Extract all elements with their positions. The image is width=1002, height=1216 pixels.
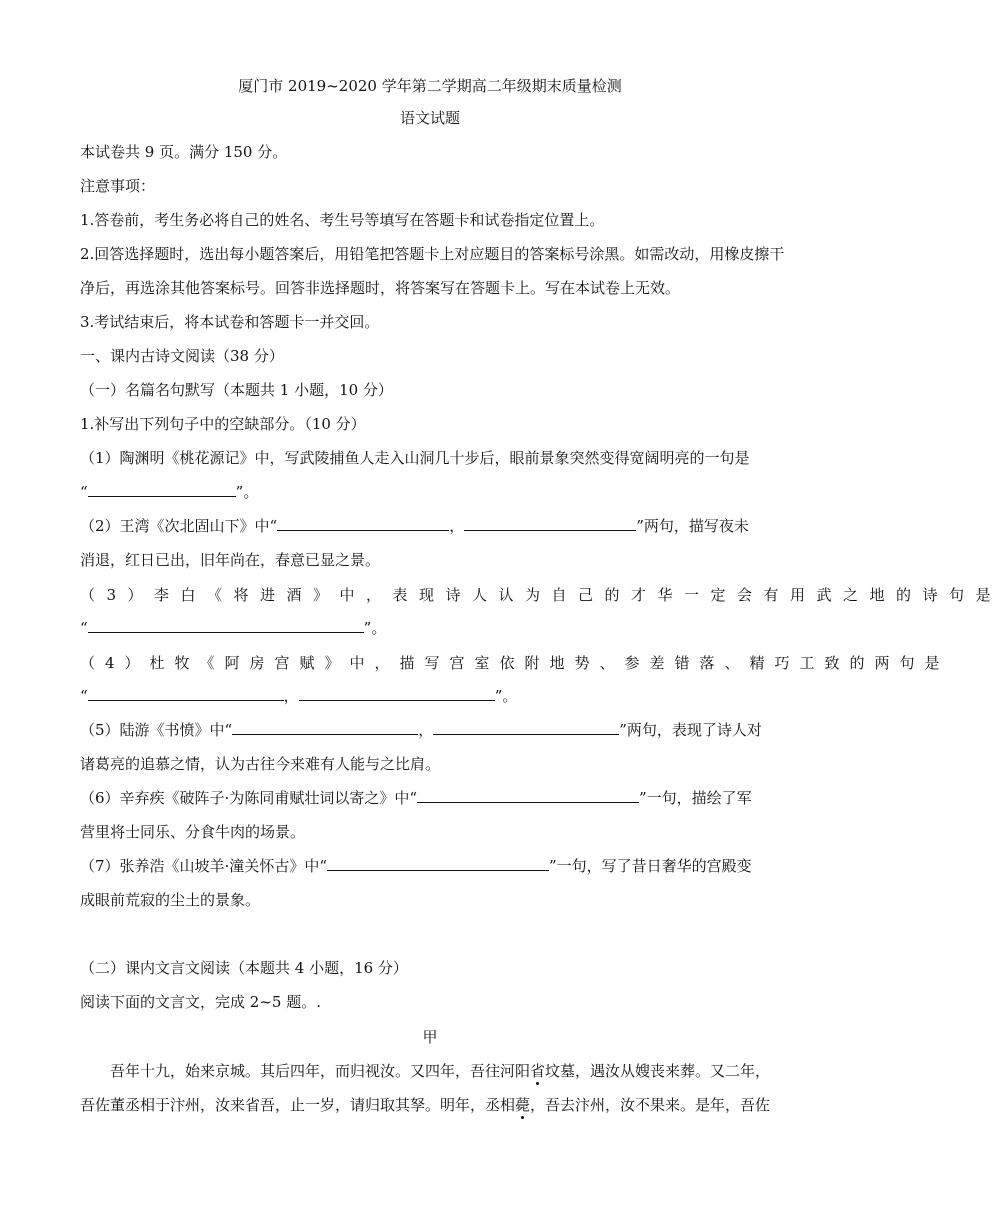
answer-blank[interactable] bbox=[327, 856, 549, 871]
notice-heading: 注意事项： bbox=[80, 177, 156, 195]
quote-open: “ bbox=[80, 483, 88, 501]
item-5-line-2: 诸葛亮的追慕之情，认为古往今来难有人能与之比肩。 bbox=[80, 755, 441, 773]
item-4-line-1: （4）杜牧《阿房宫赋》中，描写宫室依附地势、参差错落、精巧工致的两句是 bbox=[80, 654, 950, 672]
item-6-line-2: 营里将士同乐、分食牛肉的场景。 bbox=[80, 823, 306, 841]
section-heading: 一、课内古诗文阅读（38 分） bbox=[80, 347, 284, 365]
part-2-heading: （二）课内文言文阅读（本题共 4 小题，16 分） bbox=[80, 959, 408, 977]
answer-blank[interactable] bbox=[417, 788, 639, 803]
quote-open: “ bbox=[80, 687, 88, 705]
item-7-prefix: （7）张养浩《山坡羊·潼关怀古》中“ bbox=[80, 857, 327, 875]
notice-2: 2.回答选择题时，选出每小题答案后，用铅笔把答题卡上对应题目的答案标号涂黑。如需改动，用橡皮擦干 bbox=[80, 245, 785, 263]
item-6-line-1 bbox=[80, 787, 783, 809]
quote-close: ”。 bbox=[235, 483, 259, 501]
passage-text: 坟墓，遇汝从嫂丧来葬。又二年， bbox=[545, 1062, 771, 1080]
quote-close: ”。 bbox=[494, 687, 518, 705]
answer-blank[interactable] bbox=[299, 686, 495, 701]
item-4-line-2 bbox=[80, 685, 783, 707]
item-3-line-1: （3）李白《将进酒》中，表现诗人认为自己的才华一定会有用武之地的诗句是 bbox=[80, 586, 1002, 604]
exam-title: 厦门市 2019~2020 学年第二学期高二年级期末质量检测 bbox=[238, 77, 622, 95]
answer-blank[interactable] bbox=[88, 482, 236, 497]
answer-blank[interactable] bbox=[232, 720, 418, 735]
item-5-suffix: ”两句，表现了诗人对 bbox=[619, 721, 762, 739]
item-7-line-2: 成眼前荒寂的尘土的景象。 bbox=[80, 891, 261, 909]
notice-2-cont: 净后，再选涂其他答案标号。回答非选择题时，将答案写在答题卡上。写在本试卷上无效。 bbox=[80, 279, 681, 297]
item-1-line-1: （1）陶渊明《桃花源记》中，写武陵捕鱼人走入山洞几十步后，眼前景象突然变得宽阔明亮的一句是 bbox=[80, 449, 750, 467]
item-2-suffix: ”两句，描写夜未 bbox=[636, 517, 749, 535]
emphasis-char: 省 bbox=[530, 1062, 546, 1080]
item-7-suffix: ”一句，写了昔日奢华的宫殿变 bbox=[548, 857, 752, 875]
item-6-suffix: ”一句，描绘了军 bbox=[638, 789, 752, 807]
passage-line-1 bbox=[80, 1060, 783, 1082]
item-2-prefix: （2）王湾《次北固山下》中“ bbox=[80, 517, 278, 535]
item-4-comma: ， bbox=[283, 687, 299, 705]
exam-subtitle: 语文试题 bbox=[399, 109, 460, 127]
item-5-comma: ， bbox=[418, 721, 434, 739]
notice-3: 3.考试结束后，将本试卷和答题卡一并交回。 bbox=[80, 313, 380, 331]
part-2-instruction: 阅读下面的文言文，完成 2~5 题。. bbox=[80, 993, 321, 1011]
item-2-line-1 bbox=[80, 515, 783, 537]
answer-blank[interactable] bbox=[88, 618, 364, 633]
passage-text: ，吾去汴州，汝不果来。是年，吾佐 bbox=[530, 1096, 771, 1114]
answer-blank[interactable] bbox=[433, 720, 619, 735]
passage-title: 甲 bbox=[422, 1028, 438, 1046]
item-5-prefix: （5）陆游《书愤》中“ bbox=[80, 721, 233, 739]
quote-close: ”。 bbox=[363, 619, 387, 637]
quote-open: “ bbox=[80, 619, 88, 637]
item-5-line-1 bbox=[80, 719, 783, 741]
passage-text: 吾佐董丞相于汴州，汝来省吾，止一岁，请归取其孥。明年，丞相 bbox=[80, 1096, 516, 1114]
answer-blank[interactable] bbox=[88, 686, 284, 701]
item-2-comma: ， bbox=[449, 517, 465, 535]
item-1-line-2 bbox=[80, 481, 783, 503]
notice-1: 1.答卷前，考生务必将自己的姓名、考生号等填写在答题卡和试卷指定位置上。 bbox=[80, 211, 605, 229]
passage-text: 吾年十九，始来京城。其后四年，而归视汝。又四年，吾往河阳 bbox=[110, 1062, 531, 1080]
part-heading: （一）名篇名句默写（本题共 1 小题，10 分） bbox=[80, 381, 393, 399]
answer-blank[interactable] bbox=[464, 516, 636, 531]
item-3-line-2 bbox=[80, 617, 783, 639]
emphasis-char: 薨 bbox=[515, 1096, 531, 1114]
item-7-line-1 bbox=[80, 855, 783, 877]
item-2-line-2: 消退，红日已出，旧年尚在，春意已显之景。 bbox=[80, 551, 381, 569]
passage-line-2 bbox=[80, 1094, 783, 1116]
item-6-prefix: （6）辛弃疾《破阵子·为陈同甫赋壮词以寄之》中“ bbox=[80, 789, 417, 807]
answer-blank[interactable] bbox=[277, 516, 449, 531]
question-1: 1.补写出下列句子中的空缺部分。（10 分） bbox=[80, 415, 366, 433]
intro-text: 本试卷共 9 页。满分 150 分。 bbox=[80, 143, 288, 161]
